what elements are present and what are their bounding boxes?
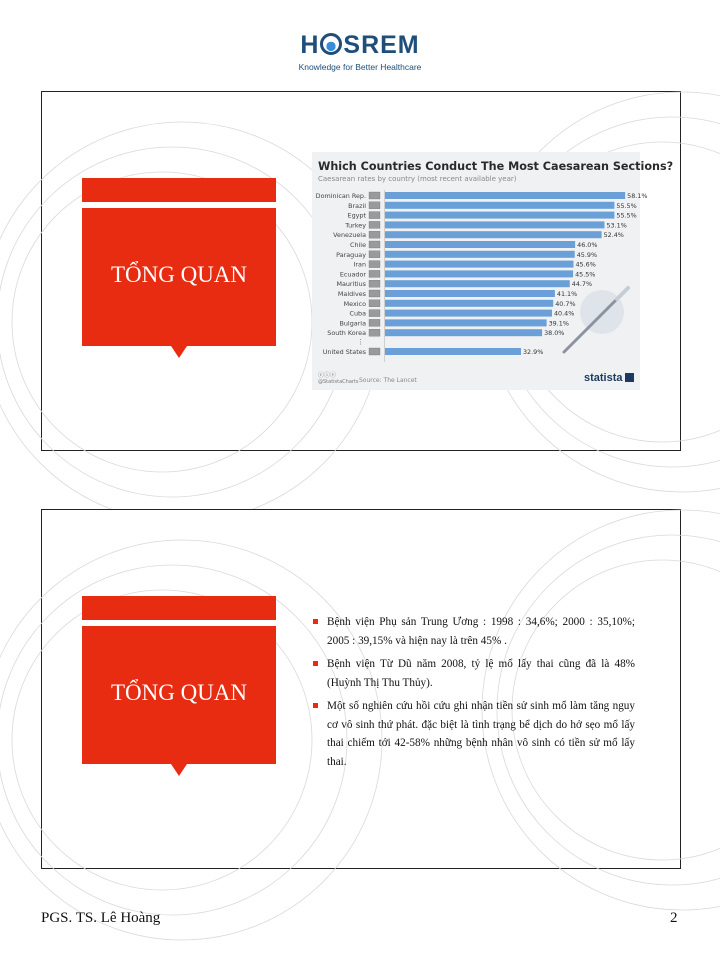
value-label: 45.5% xyxy=(575,270,596,279)
category-label: Egypt xyxy=(347,211,366,220)
bullet-square-icon xyxy=(313,661,318,666)
flag-icon xyxy=(369,290,380,297)
value-label: 38.0% xyxy=(544,329,565,338)
bar xyxy=(385,251,575,258)
flag-icon xyxy=(369,280,380,287)
bar xyxy=(385,270,573,277)
title-box xyxy=(82,178,276,346)
title-pointer xyxy=(171,764,187,776)
category-label: Paraguay xyxy=(336,250,366,259)
globe-icon xyxy=(320,33,342,55)
category-label: Venezuela xyxy=(333,231,366,240)
title-pointer xyxy=(171,346,187,358)
bullet-text: Một số nghiên cứu hồi cứu ghi nhận tiền sử sinh mổ làm tăng nguy cơ vô sinh thứ phát. đặc biệt là tình trạng bể dịch do hở sẹo mổ lấy thai chiếm tới 42-58% những bệnh nhân vô sinh có tiền sử mổ lấy thai. xyxy=(327,700,635,768)
flag-icon xyxy=(369,241,380,248)
category-label: South Korea xyxy=(327,329,366,338)
bar xyxy=(385,241,575,248)
category-label: Mexico xyxy=(343,299,366,308)
value-label: 55.5% xyxy=(616,201,637,210)
category-label: Cuba xyxy=(349,309,366,318)
footer-author: PGS. TS. Lê Hoàng xyxy=(41,910,161,926)
flag-icon xyxy=(369,270,380,277)
value-label: 39.1% xyxy=(548,319,569,328)
category-label: Bulgaria xyxy=(339,319,366,328)
value-label: 45.9% xyxy=(576,250,598,259)
value-label: 53.1% xyxy=(606,221,627,230)
bullet-text: Bệnh viện Phụ sản Trung Ương : 1998 : 34,6%; 2000 : 35,10%; 2005 : 39,15% và hiện nay là trên 45% . xyxy=(327,616,635,647)
bar xyxy=(385,202,614,209)
brand-text: statista xyxy=(584,372,623,384)
flag-icon xyxy=(369,329,380,336)
bar xyxy=(385,348,521,355)
category-label: Chile xyxy=(350,241,366,249)
logo-tagline: Knowledge for Better Healthcare xyxy=(298,62,422,72)
bar xyxy=(385,221,604,228)
title-box xyxy=(82,596,276,764)
statista-logo xyxy=(584,372,634,384)
category-label: Mauritius xyxy=(336,280,366,289)
bullet-item xyxy=(313,697,635,771)
chart-plot xyxy=(312,152,648,390)
flag-icon xyxy=(369,319,380,326)
category-label: United States xyxy=(322,348,366,356)
category-label: Turkey xyxy=(345,221,366,230)
slide-2 xyxy=(41,509,681,869)
value-label: 45.6% xyxy=(575,260,596,269)
value-label: 58.1% xyxy=(627,192,648,200)
value-label: 41.1% xyxy=(556,290,578,298)
flag-icon xyxy=(369,261,380,268)
category-label: Brazil xyxy=(348,201,366,210)
value-label: 44.7% xyxy=(571,280,593,289)
bar xyxy=(385,261,573,268)
bullet-square-icon xyxy=(313,703,318,708)
bar xyxy=(385,329,542,336)
page-number: 2 xyxy=(670,910,678,926)
caesarean-chart xyxy=(312,152,674,390)
value-label: 46.0% xyxy=(577,241,598,249)
category-label: Maldives xyxy=(337,290,366,298)
value-label: 55.5% xyxy=(616,211,637,220)
bar xyxy=(385,300,553,307)
value-label: 40.4% xyxy=(553,309,575,318)
logo-text-left: H xyxy=(300,31,320,59)
flag-icon xyxy=(369,202,380,209)
logo-text-right: SREM xyxy=(343,31,420,59)
flag-icon xyxy=(369,192,380,199)
title-top-strip xyxy=(82,178,276,202)
chart-handle: @StatistaCharts xyxy=(318,379,359,385)
bullet-list xyxy=(313,613,635,776)
bar xyxy=(385,290,555,297)
bar xyxy=(385,192,625,199)
bar xyxy=(385,280,570,287)
bullet-item xyxy=(313,613,635,650)
title-top-strip xyxy=(82,596,276,620)
chart-source: Source: The Lancet xyxy=(359,377,417,384)
category-label: Iran xyxy=(353,260,366,269)
slide-1 xyxy=(41,91,681,451)
bar xyxy=(385,231,602,238)
value-label: 52.4% xyxy=(603,231,624,240)
chart-title: Which Countries Conduct The Most Caesarean Sections? xyxy=(318,160,674,173)
flag-icon xyxy=(369,251,380,258)
flag-icon xyxy=(369,231,380,238)
bar xyxy=(385,212,614,219)
chart-ellipsis: ⋮ xyxy=(357,338,364,346)
flag-icon xyxy=(369,348,380,355)
bullet-item xyxy=(313,655,635,692)
value-label: 40.7% xyxy=(555,299,576,308)
chart-subtitle: Caesarean rates by country (most recent available year) xyxy=(318,175,517,183)
slide-title: TỔNG QUAN xyxy=(110,680,248,705)
logo-wordmark xyxy=(0,30,720,60)
flag-icon xyxy=(369,310,380,317)
flag-icon xyxy=(369,221,380,228)
hosrem-logo xyxy=(0,30,720,72)
category-label: Dominican Rep. xyxy=(315,192,366,200)
statista-mark-icon xyxy=(625,373,634,382)
bullet-text: Bệnh viện Từ Dũ năm 2008, tỷ lệ mổ lấy thai cũng đã là 48% (Huỳnh Thị Thu Thủy). xyxy=(327,658,635,689)
bullet-square-icon xyxy=(313,619,318,624)
bar xyxy=(385,310,552,317)
value-label: 32.9% xyxy=(522,348,544,356)
slide-title: TỔNG QUAN xyxy=(110,262,248,287)
flag-icon xyxy=(369,212,380,219)
bar xyxy=(385,319,547,326)
license-icons: ⓒⓘⓔ xyxy=(318,372,337,379)
category-label: Ecuador xyxy=(339,270,366,279)
flag-icon xyxy=(369,300,380,307)
